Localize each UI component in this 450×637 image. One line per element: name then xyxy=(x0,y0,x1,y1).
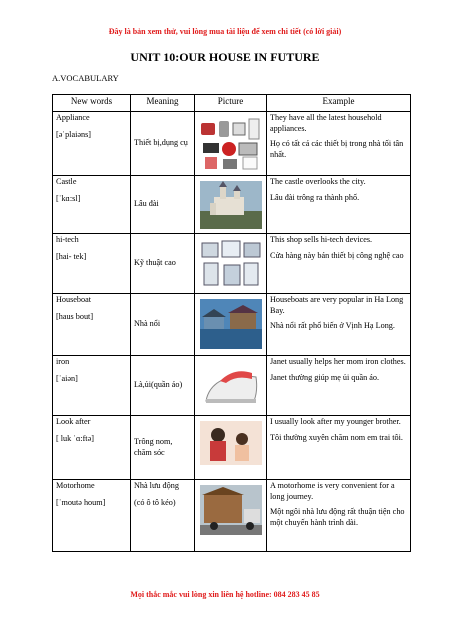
word-cell xyxy=(53,294,131,356)
word-cell xyxy=(53,176,131,234)
example-cell xyxy=(267,112,411,176)
example-en: This shop sells hi-tech devices. xyxy=(270,235,373,244)
ipa: [ˈkɑ:sl] xyxy=(56,193,81,203)
meaning: Lâu đài xyxy=(131,176,195,234)
section-heading: A.VOCABULARY xyxy=(52,73,119,83)
example-vi: Tôi thường xuyên chăm nom em trai tôi. xyxy=(270,432,403,442)
table-row xyxy=(53,176,411,234)
household-appliances-image xyxy=(199,117,263,171)
example-cell xyxy=(267,356,411,416)
ipa: [haus bout] xyxy=(56,311,94,321)
meaning-cell xyxy=(131,480,195,552)
example-vi: Janet thường giúp mẹ ủi quần áo. xyxy=(270,372,380,382)
example-vi: Nhà nổi rất phổ biến ở Vịnh Hạ Long. xyxy=(270,321,395,331)
word: Houseboat xyxy=(56,295,92,304)
ipa: [ luk ˈɑ:ftə] xyxy=(56,433,94,443)
hotline-notice: Mọi thắc mắc vui lòng xin liên hệ hotline: 084 283 45 85 xyxy=(130,590,320,599)
meaning: Nhà nổi xyxy=(131,294,195,356)
example-cell xyxy=(267,234,411,294)
meaning-note: (có ô tô kéo) xyxy=(134,497,176,507)
example-cell xyxy=(267,416,411,480)
hi-tech-devices-image xyxy=(200,239,262,289)
vocabulary-table xyxy=(52,94,411,552)
picture-cell xyxy=(195,416,267,480)
header-picture: Picture xyxy=(195,95,267,112)
castle-image xyxy=(200,181,262,229)
picture-cell xyxy=(195,356,267,416)
word-cell xyxy=(53,234,131,294)
picture-cell xyxy=(195,112,267,176)
word-cell xyxy=(53,112,131,176)
word: hi-tech xyxy=(56,235,79,244)
header-meaning: Meaning xyxy=(131,95,195,112)
table-row xyxy=(53,294,411,356)
example-en: Houseboats are very popular in Ha Long Bay. xyxy=(270,295,404,315)
picture-cell xyxy=(195,480,267,552)
meaning: Thiết bị,dụng cụ xyxy=(131,112,195,176)
ipa: [ˈaiən] xyxy=(56,373,78,383)
example-cell xyxy=(267,480,411,552)
word: Appliance xyxy=(56,113,90,122)
meaning: Kỹ thuật cao xyxy=(131,234,195,294)
table-header-row xyxy=(53,95,411,112)
table-row xyxy=(53,480,411,552)
ipa: [əˈplaiəns] xyxy=(56,129,92,139)
preview-notice: Đây là bản xem thử, vui lòng mua tài liệu để xem chi tiết (có lời giải) xyxy=(108,27,342,36)
ipa: [ˈmoutə houm] xyxy=(56,497,106,507)
example-en: Janet usually helps her mom iron clothes. xyxy=(270,357,406,366)
table-row xyxy=(53,112,411,176)
iron-image xyxy=(200,361,262,409)
meaning: Nhà lưu động xyxy=(134,481,179,490)
page-title: UNIT 10:OUR HOUSE IN FUTURE xyxy=(130,50,320,64)
meaning: Là,ủi(quần áo) xyxy=(131,356,195,416)
example-en: The castle overlooks the city. xyxy=(270,177,366,186)
picture-cell xyxy=(195,294,267,356)
example-vi: Cửa hàng này bán thiết bị công nghệ cao xyxy=(270,250,404,260)
word-cell xyxy=(53,480,131,552)
example-en: They have all the latest household appliances. xyxy=(270,113,382,133)
word: Castle xyxy=(56,177,77,186)
table-row xyxy=(53,416,411,480)
word-cell xyxy=(53,416,131,480)
picture-cell xyxy=(195,176,267,234)
picture-cell xyxy=(195,234,267,294)
word-cell xyxy=(53,356,131,416)
word: Look after xyxy=(56,417,91,426)
example-cell xyxy=(267,176,411,234)
ipa: [hai- tek] xyxy=(56,251,87,261)
example-en: A motorhome is very convenient for a long journey. xyxy=(270,481,395,501)
word: Motorhome xyxy=(56,481,95,490)
word: iron xyxy=(56,357,70,366)
table-row xyxy=(53,356,411,416)
children-image xyxy=(200,421,262,465)
houseboat-image xyxy=(200,299,262,349)
example-vi: Một ngôi nhà lưu động rất thuận tiện cho một chuyến hành trình dài. xyxy=(270,507,405,527)
example-cell xyxy=(267,294,411,356)
header-new-words: New words xyxy=(53,95,131,112)
table-row xyxy=(53,234,411,294)
meaning: Trông nom, chăm sóc xyxy=(131,416,195,480)
example-vi: Lâu đài trông ra thành phố. xyxy=(270,192,360,202)
example-vi: Họ có tất cả các thiết bị trong nhà tối tân nhất. xyxy=(270,139,404,159)
motorhome-image xyxy=(200,485,262,535)
example-en: I usually look after my younger brother. xyxy=(270,417,401,426)
header-example: Example xyxy=(267,95,411,112)
